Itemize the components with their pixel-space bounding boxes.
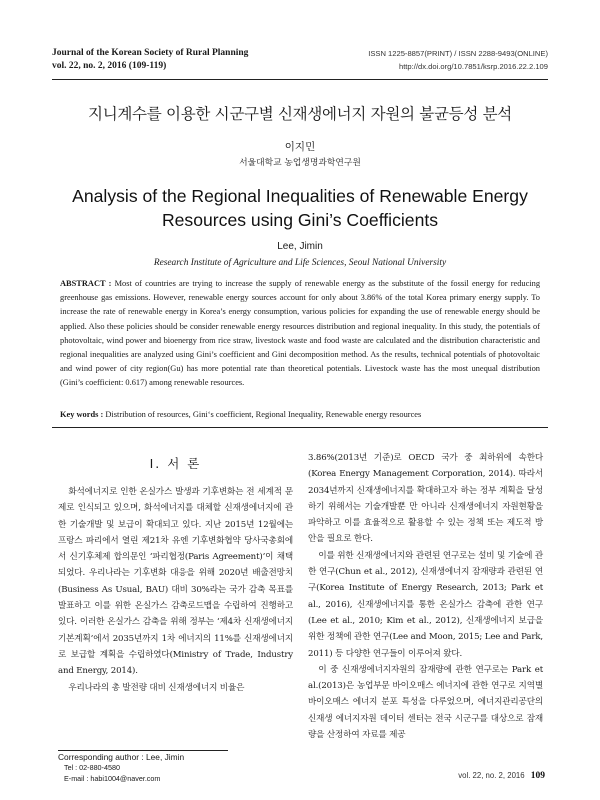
header-rule [52, 79, 548, 80]
correspondence-block [58, 752, 184, 784]
correspondence-rule [58, 750, 228, 751]
journal-volume: vol. 22, no. 2, 2016 (109-119) [52, 61, 167, 71]
paragraph: 3.86%(2013년 기준)로 OECD 국가 중 최하위에 속한다(Korea Energy Management Corporation, 2014). 따라서 2034년까지 신재생에너지를 확대하고자 하는 정부 계획을 달성하기 위해서는 기술개발뿐 만 아니라 신재생에너지 자원현황을 파악하고 이를 효율적으로 활용할 수 있는 정책 또는 제도적 방안을 필요로 한다. [308, 453, 543, 545]
journal-name: Journal of the Korean Society of Rural Planning [52, 48, 249, 58]
section-heading-introduction: Ⅰ. 서 론 [149, 456, 202, 471]
keywords-label: Key words : [60, 410, 104, 419]
affiliation-english: Research Institute of Agriculture and Life Sciences, Seoul National University [153, 258, 447, 268]
author-korean: 이지민 [284, 141, 316, 153]
title-english-line: Analysis of the Regional Inequalities of Renewable Energy [72, 186, 528, 206]
title-english [40, 184, 560, 232]
corresponding-email[interactable]: E-mail : habi1004@naver.com [64, 773, 161, 783]
title-korean: 지니계수를 이용한 시군구별 신재생에너지 자원의 불균등성 분석 [88, 105, 512, 123]
keywords-text: Distribution of resources, Gini‘s coefficient, Regional Inequality, Renewable energy resources [105, 410, 422, 419]
issn-header [368, 47, 548, 73]
issn: ISSN 1225-8857(PRINT) / ISSN 2288-9493(ONLINE) [368, 49, 548, 58]
paragraph: 이 중 신재생에너지자원의 잠재량에 관한 연구로는 Park et al.(2013)은 농업부문 바이오매스 에너지에 관한 연구로 지역별 바이오매스 에너지 분포 특성을 다루었으며, 에너지관리공단의 신재생 에너지자원 데이터 센터는 전국 시군구를 대상으로 잠재량을 산정하여 자료를 제공 [308, 664, 543, 741]
keywords-rule [52, 427, 548, 428]
right-column [308, 450, 543, 743]
doi-link[interactable]: http://dx.doi.org/10.7851/ksrp.2016.22.2.109 [398, 62, 548, 71]
abstract-label: ABSTRACT : [60, 279, 112, 288]
paragraph: 이를 위한 신재생에너지와 관련된 연구로는 설비 및 기술에 관한 연구(Chun et al., 2012), 신재생에너지 잠재량과 관련된 연구(Korea Institute of Energy Research, 2013; Park et al., 2016), 신재생에너지를 통한 온실가스 감축에 관한 연구(Lee et al., 2010; Kim et al., 2012), 신재생에너지 보급을 위한 정책에 관한 연구(Lee and Moon, 2015; Lee and Park, 2011) 등 다양한 연구들이 이루어져 왔다. [308, 550, 543, 659]
abstract-text: Most of countries are trying to increase the supply of renewable energy as the substitute of the fossil energy for reducing greenhouse gas emissions. However, renewable energy sources account for only about 3.86% of the total Korea primary energy supply. To increase the rate of renewable energy in Korea’s energy consumption, various policies for expanding the use of renewable energy should be applied. Also these policies should be consider renewable energy resources distribution and regional inequality. In this study, the potentials of photovoltaic, wind power and bioenergy from rice straw, livestock waste and food waste are calculated and the distribution characteristic and regional inequalities are analyzed using Gini’s coefficient and Gini decomposition method. As the results, technical potentials of photovoltaic and wind power of city region(Gu) has more potential rate than theoretical potentials. Livestock waste has the most unequal distribution (Gini’s coefficient: 0.617) among renewable resources. [60, 279, 541, 388]
paragraph: 화석에너지로 인한 온실가스 발생과 기후변화는 전 세계적 문제로 인식되고 있으며, 화석에너지를 대체할 신재생에너지에 관한 기술개발 및 보급이 확대되고 있다. 지난 2015년 12월에는 프랑스 파리에서 열린 제21차 유엔 기후변화협약 당사국총회에서 신기후체제 합의문인 ‘파리협정(Paris Agreement)’이 채택되었다. 우리나라는 기후변화 대응을 위해 2020년 배출전망치(Business As Usual, BAU) 대비 30%라는 국가 감축 목표를 발표하고 이를 위한 온실가스 감축로드맵을 수립하여 진행하고 있다. 이러한 온실가스 감축을 위해 정부는 ‘제4차 신재생에너지 기본계획’에서 2035년까지 1차 에너지의 11%를 신재생에너지로 보급할 계획을 수립하였다(Ministry of Trade, Industry and Energy, 2014). [58, 487, 293, 677]
title-english-line: Resources using Gini’s Coefficients [161, 210, 439, 230]
footer-issue: vol. 22, no. 2, 2016 [458, 771, 525, 780]
abstract [60, 277, 540, 391]
paragraph: 우리나라의 총 발전량 대비 신재생에너지 비율은 [68, 682, 245, 693]
page-footer [458, 771, 545, 781]
page-number: 109 [530, 771, 545, 781]
corresponding-author: Corresponding author : Lee, Jimin [58, 752, 185, 762]
affiliation-korean: 서울대학교 농업생명과학연구원 [239, 158, 361, 168]
left-column [58, 484, 293, 696]
author-english: Lee, Jimin [277, 241, 323, 252]
keywords [60, 408, 540, 421]
corresponding-tel: Tel : 02-880-4580 [64, 763, 120, 772]
journal-header [52, 47, 248, 73]
